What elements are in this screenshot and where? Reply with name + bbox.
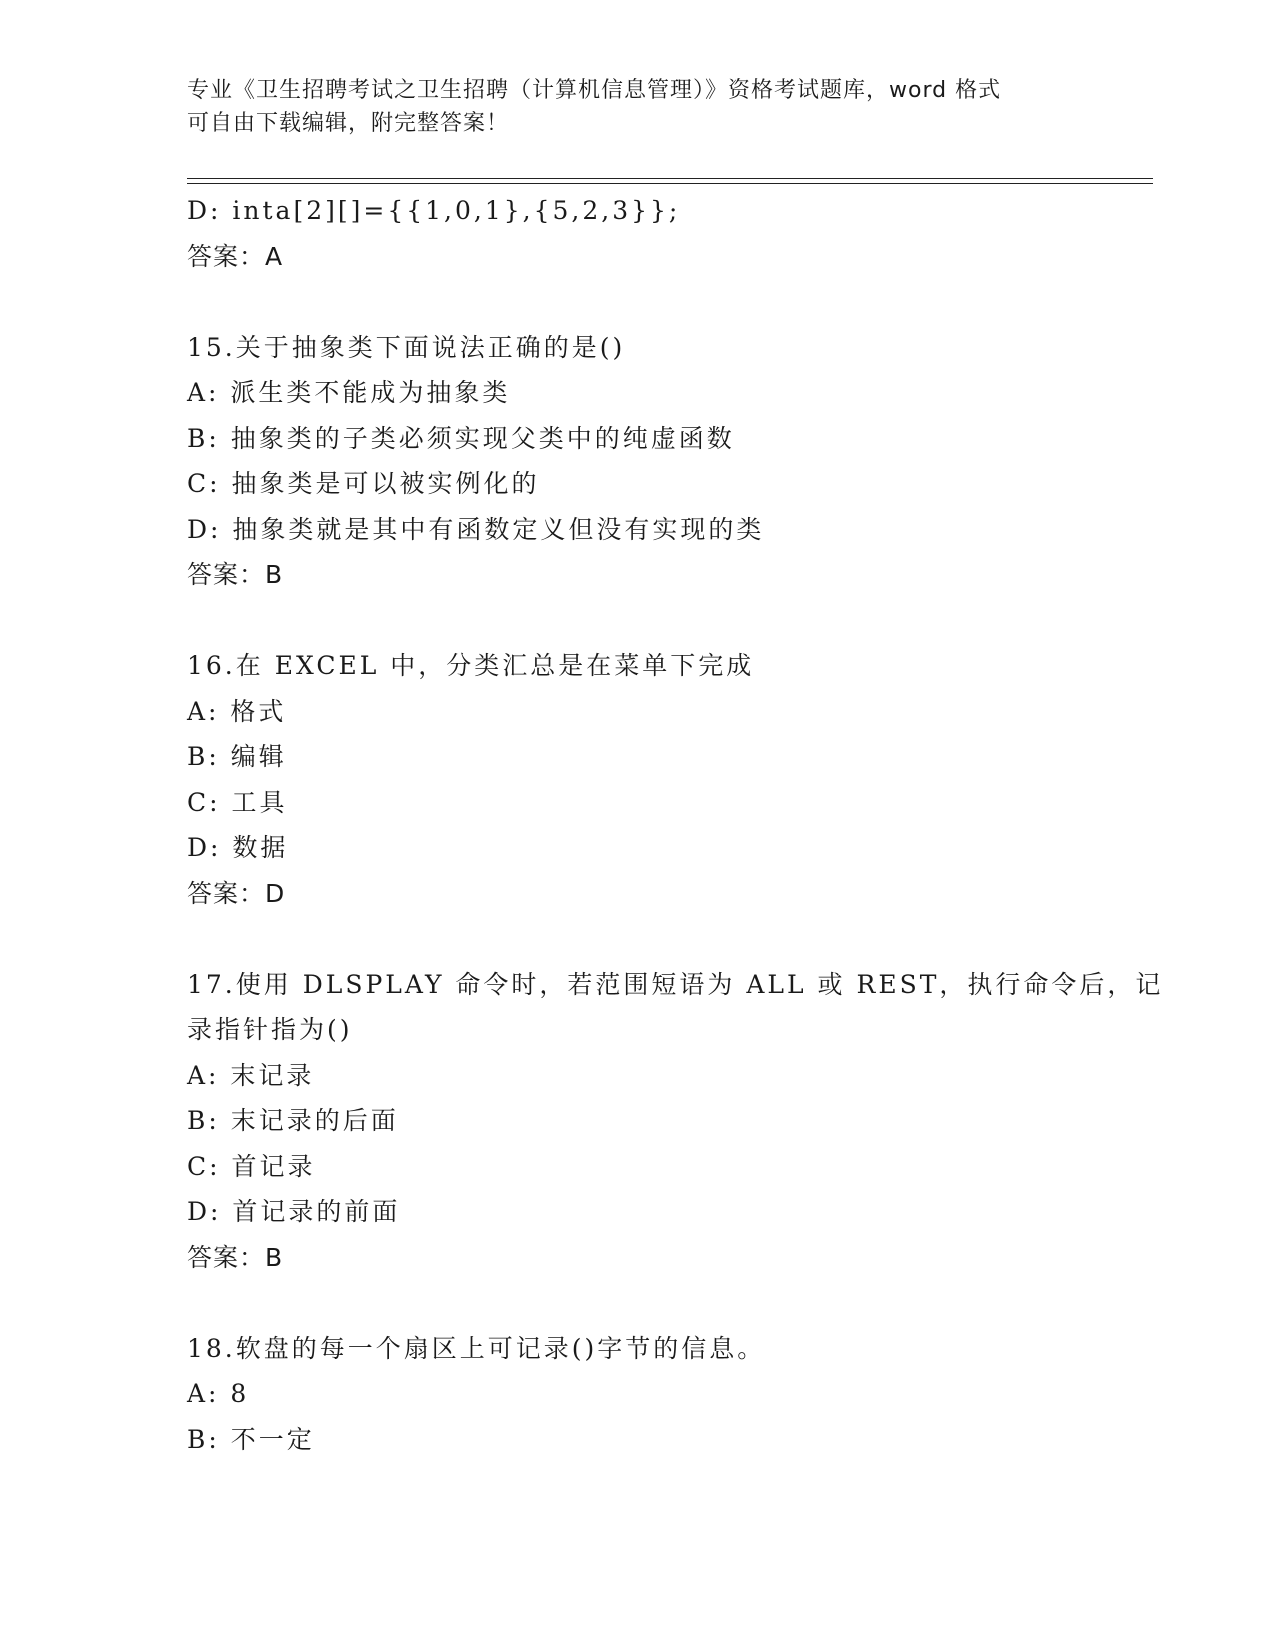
spacer [187, 1280, 1087, 1326]
answer-line: 答案：B [187, 560, 284, 589]
answer-line: 答案：D [187, 878, 286, 908]
option-d: D: 数据 [187, 833, 289, 862]
question-stem-continued: 录指针指为() [187, 1015, 353, 1044]
carryover-question [187, 188, 1087, 279]
option-c: C: 抽象类是可以被实例化的 [187, 469, 540, 498]
option-a: A: 派生类不能成为抽象类 [187, 378, 511, 407]
header-line-2: 可自由下载编辑，附完整答案！ [187, 111, 510, 136]
option-a: A: 8 [187, 1379, 250, 1408]
header-divider-bottom [187, 183, 1153, 184]
answer-line: 答案：A [187, 241, 284, 271]
option-d: D: 抽象类就是其中有函数定义但没有实现的类 [187, 514, 765, 544]
question-content [187, 188, 1164, 1462]
question-16 [187, 643, 1087, 916]
option-d: D: 首记录的前面 [187, 1197, 401, 1226]
question-17 [187, 962, 1164, 1281]
question-stem: 16.在 EXCEL 中，分类汇总是在菜单下完成 [187, 651, 755, 680]
option-a: A: 格式 [187, 696, 287, 726]
spacer [187, 916, 1087, 962]
spacer [187, 598, 1087, 644]
option-d: D: inta[2][]={{1,0,1},{5,2,3}}; [187, 196, 681, 225]
spacer [187, 279, 1087, 325]
header-divider-top [187, 178, 1153, 179]
option-b: B: 不一定 [187, 1424, 315, 1454]
option-a: A: 末记录 [187, 1060, 315, 1090]
header-line-1: 专业《卫生招聘考试之卫生招聘（计算机信息管理）》资格考试题库，word 格式 [187, 78, 1002, 103]
option-b: B: 编辑 [187, 742, 287, 771]
option-b: B: 末记录的后面 [187, 1106, 399, 1135]
question-15 [187, 325, 1087, 598]
question-18 [187, 1326, 1087, 1463]
question-stem: 18.软盘的每一个扇区上可记录()字节的信息。 [187, 1333, 766, 1363]
document-header [187, 74, 1087, 140]
option-b: B: 抽象类的子类必须实现父类中的纯虚函数 [187, 423, 735, 453]
option-c: C: 首记录 [187, 1151, 316, 1181]
question-stem: 17.使用 DLSPLAY 命令时，若范围短语为 ALL 或 REST，执行命令后，记 [187, 969, 1164, 999]
question-stem: 15.关于抽象类下面说法正确的是() [187, 332, 626, 362]
option-c: C: 工具 [187, 787, 288, 817]
answer-line: 答案：B [187, 1242, 284, 1272]
